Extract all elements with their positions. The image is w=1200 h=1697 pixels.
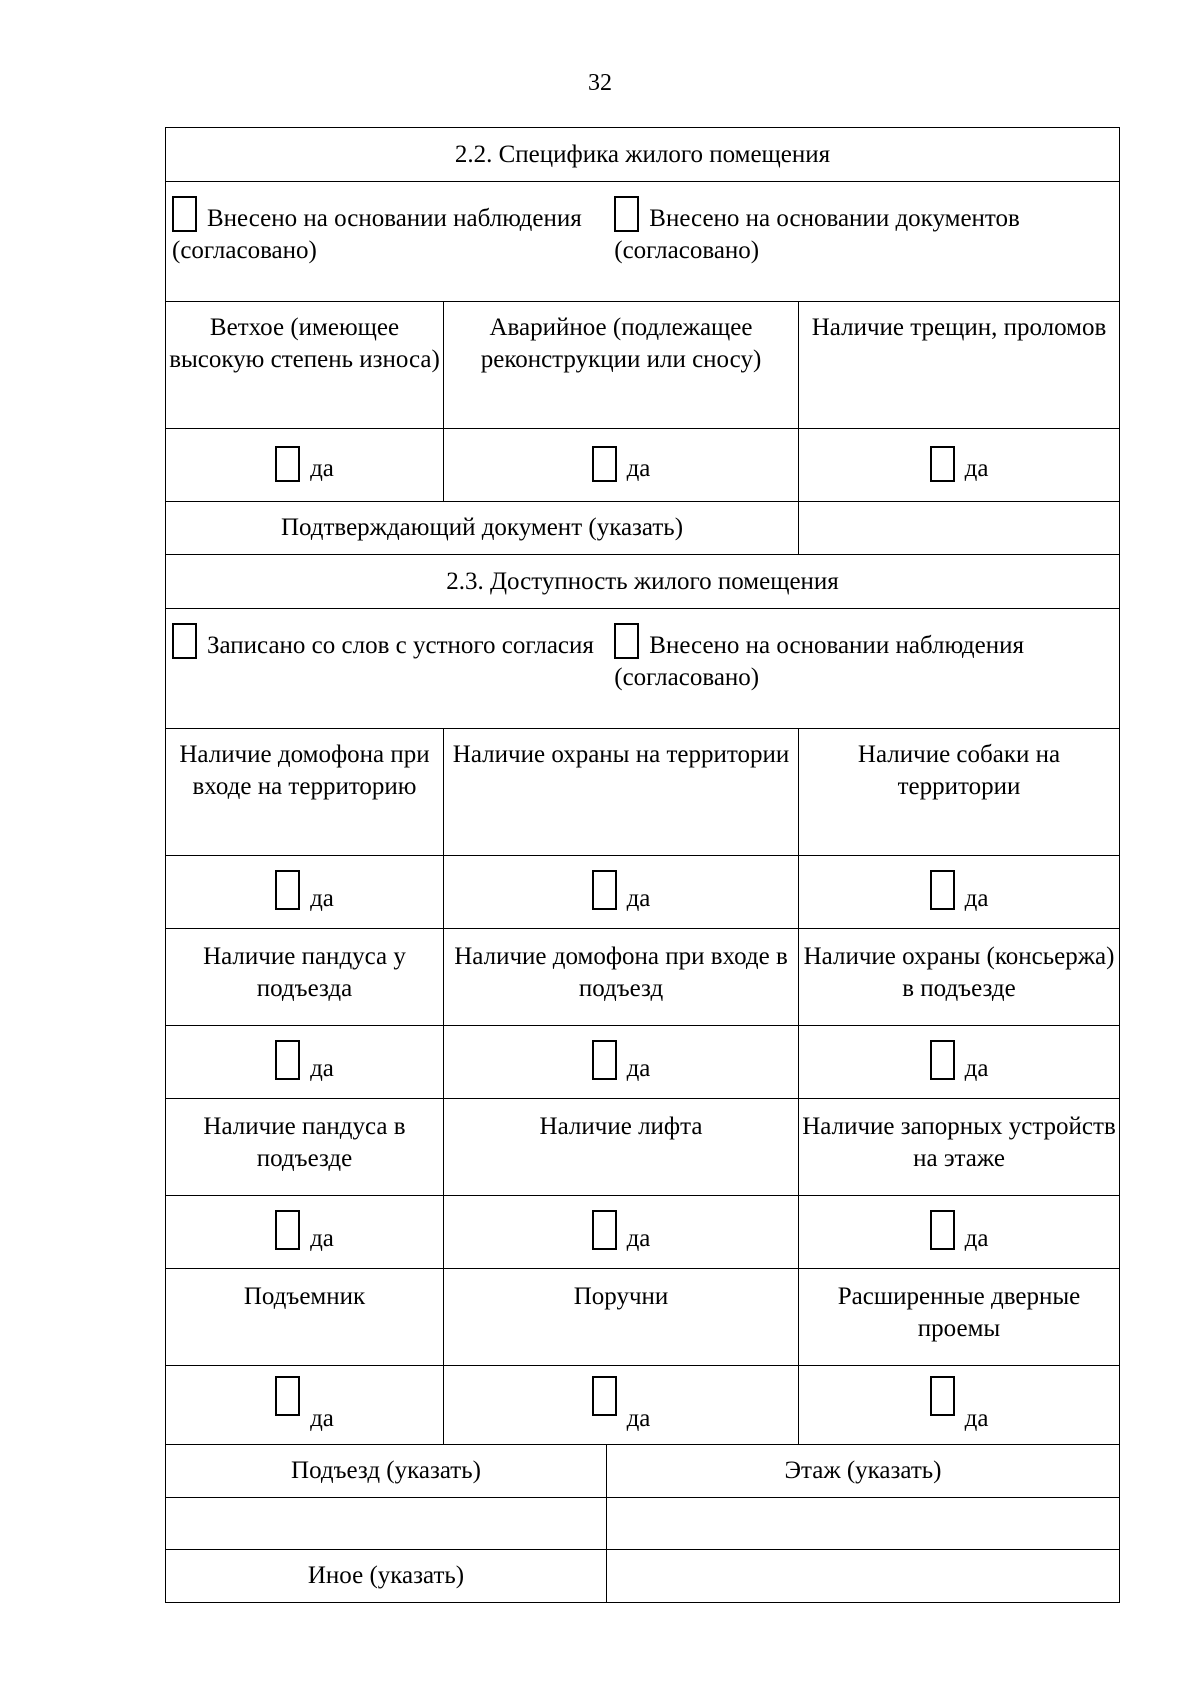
section-2-2-source bbox=[166, 182, 1120, 302]
yes-cell bbox=[444, 1196, 799, 1269]
yes-label: да bbox=[626, 1054, 651, 1082]
obs-left-label: Внесено на основании наблюдения (согласовано) bbox=[172, 205, 582, 264]
floor-label: Этаж (указать) bbox=[607, 1445, 1120, 1498]
yes-cell bbox=[799, 856, 1120, 929]
yes-label: да bbox=[964, 1054, 989, 1082]
floor-field[interactable] bbox=[607, 1498, 1120, 1550]
obs-right-option bbox=[614, 623, 1085, 694]
header-wide-doors: Расширенные дверные проемы bbox=[799, 1269, 1120, 1366]
obs-left-label: Записано со слов с устного согласия bbox=[207, 632, 594, 659]
yes-label: да bbox=[310, 1404, 334, 1432]
checkbox[interactable] bbox=[592, 1376, 617, 1416]
checkbox[interactable] bbox=[930, 870, 955, 910]
confirming-document-field[interactable] bbox=[799, 502, 1120, 555]
yes-label: да bbox=[310, 1054, 334, 1082]
location-table bbox=[165, 1445, 1120, 1603]
other-label: Иное (указать) bbox=[166, 1550, 607, 1603]
yes-label: да bbox=[964, 1404, 989, 1432]
checkbox[interactable] bbox=[930, 446, 955, 482]
yes-cell bbox=[166, 1196, 444, 1269]
entrance-field[interactable] bbox=[166, 1498, 607, 1550]
checkbox[interactable] bbox=[275, 870, 300, 910]
yes-label: да bbox=[626, 454, 651, 482]
yes-label: да bbox=[626, 1224, 651, 1252]
obs-right-option bbox=[614, 196, 1085, 267]
yes-cell bbox=[444, 856, 799, 929]
yes-cell bbox=[799, 429, 1120, 502]
yes-cell bbox=[799, 1196, 1120, 1269]
checkbox[interactable] bbox=[172, 623, 197, 659]
confirming-document-label: Подтверждающий документ (указать) bbox=[166, 502, 799, 555]
yes-label: да bbox=[310, 454, 334, 482]
yes-label: да bbox=[964, 454, 989, 482]
yes-cell bbox=[166, 429, 444, 502]
header-cracks: Наличие трещин, проломов bbox=[799, 302, 1120, 429]
header-floor-locks: Наличие запорных устройств на этаже bbox=[799, 1099, 1120, 1196]
checkbox[interactable] bbox=[614, 623, 639, 659]
header-inside-ramp: Наличие пандуса в подъезде bbox=[166, 1099, 444, 1196]
header-emergency: Аварийное (подлежащее реконструкции или сносу) bbox=[444, 302, 799, 429]
entrance-label: Подъезд (указать) bbox=[166, 1445, 607, 1498]
header-territory-security: Наличие охраны на территории bbox=[444, 729, 799, 856]
section-2-3-title: 2.3. Доступность жилого помещения bbox=[166, 555, 1120, 609]
yes-cell bbox=[166, 1366, 444, 1445]
form-table bbox=[165, 127, 1120, 1445]
yes-label: да bbox=[964, 1224, 989, 1252]
header-entrance-security: Наличие охраны (консьержа) в подъезде bbox=[799, 929, 1120, 1026]
yes-cell bbox=[166, 1026, 444, 1099]
header-dilapidated: Ветхое (имеющее высокую степень износа) bbox=[166, 302, 444, 429]
yes-label: да bbox=[964, 884, 989, 912]
checkbox[interactable] bbox=[275, 446, 300, 482]
yes-cell bbox=[444, 429, 799, 502]
obs-left-option bbox=[172, 623, 605, 662]
checkbox[interactable] bbox=[930, 1376, 955, 1416]
checkbox[interactable] bbox=[614, 196, 639, 232]
checkbox[interactable] bbox=[930, 1210, 955, 1250]
checkbox[interactable] bbox=[275, 1040, 300, 1080]
checkbox[interactable] bbox=[930, 1040, 955, 1080]
checkbox[interactable] bbox=[592, 1040, 617, 1080]
other-field[interactable] bbox=[607, 1550, 1120, 1603]
checkbox[interactable] bbox=[592, 870, 617, 910]
header-lift: Подъемник bbox=[166, 1269, 444, 1366]
yes-cell bbox=[799, 1366, 1120, 1445]
yes-cell bbox=[444, 1026, 799, 1099]
header-entrance-ramp: Наличие пандуса у подъезда bbox=[166, 929, 444, 1026]
yes-label: да bbox=[626, 1404, 651, 1432]
section-2-2-title: 2.2. Специфика жилого помещения bbox=[166, 128, 1120, 182]
checkbox[interactable] bbox=[172, 196, 197, 232]
header-entrance-intercom: Наличие домофона при входе в подъезд bbox=[444, 929, 799, 1026]
header-elevator: Наличие лифта bbox=[444, 1099, 799, 1196]
checkbox[interactable] bbox=[592, 446, 617, 482]
header-territory-intercom: Наличие домофона при входе на территорию bbox=[166, 729, 444, 856]
header-handrails: Поручни bbox=[444, 1269, 799, 1366]
yes-cell bbox=[799, 1026, 1120, 1099]
checkbox[interactable] bbox=[592, 1210, 617, 1250]
yes-cell bbox=[444, 1366, 799, 1445]
page-number: 32 bbox=[588, 70, 612, 96]
obs-left-option bbox=[172, 196, 605, 267]
checkbox[interactable] bbox=[275, 1210, 300, 1250]
section-2-3-source bbox=[166, 609, 1120, 729]
checkbox[interactable] bbox=[275, 1376, 300, 1416]
header-territory-dog: Наличие собаки на территории bbox=[799, 729, 1120, 856]
yes-label: да bbox=[310, 884, 334, 912]
housing-form bbox=[165, 127, 1119, 1603]
yes-cell bbox=[166, 856, 444, 929]
obs-right-label: Внесено на основании документов (согласовано) bbox=[614, 205, 1020, 264]
obs-right-label: Внесено на основании наблюдения (согласовано) bbox=[614, 632, 1024, 691]
yes-label: да bbox=[626, 884, 651, 912]
yes-label: да bbox=[310, 1224, 334, 1252]
